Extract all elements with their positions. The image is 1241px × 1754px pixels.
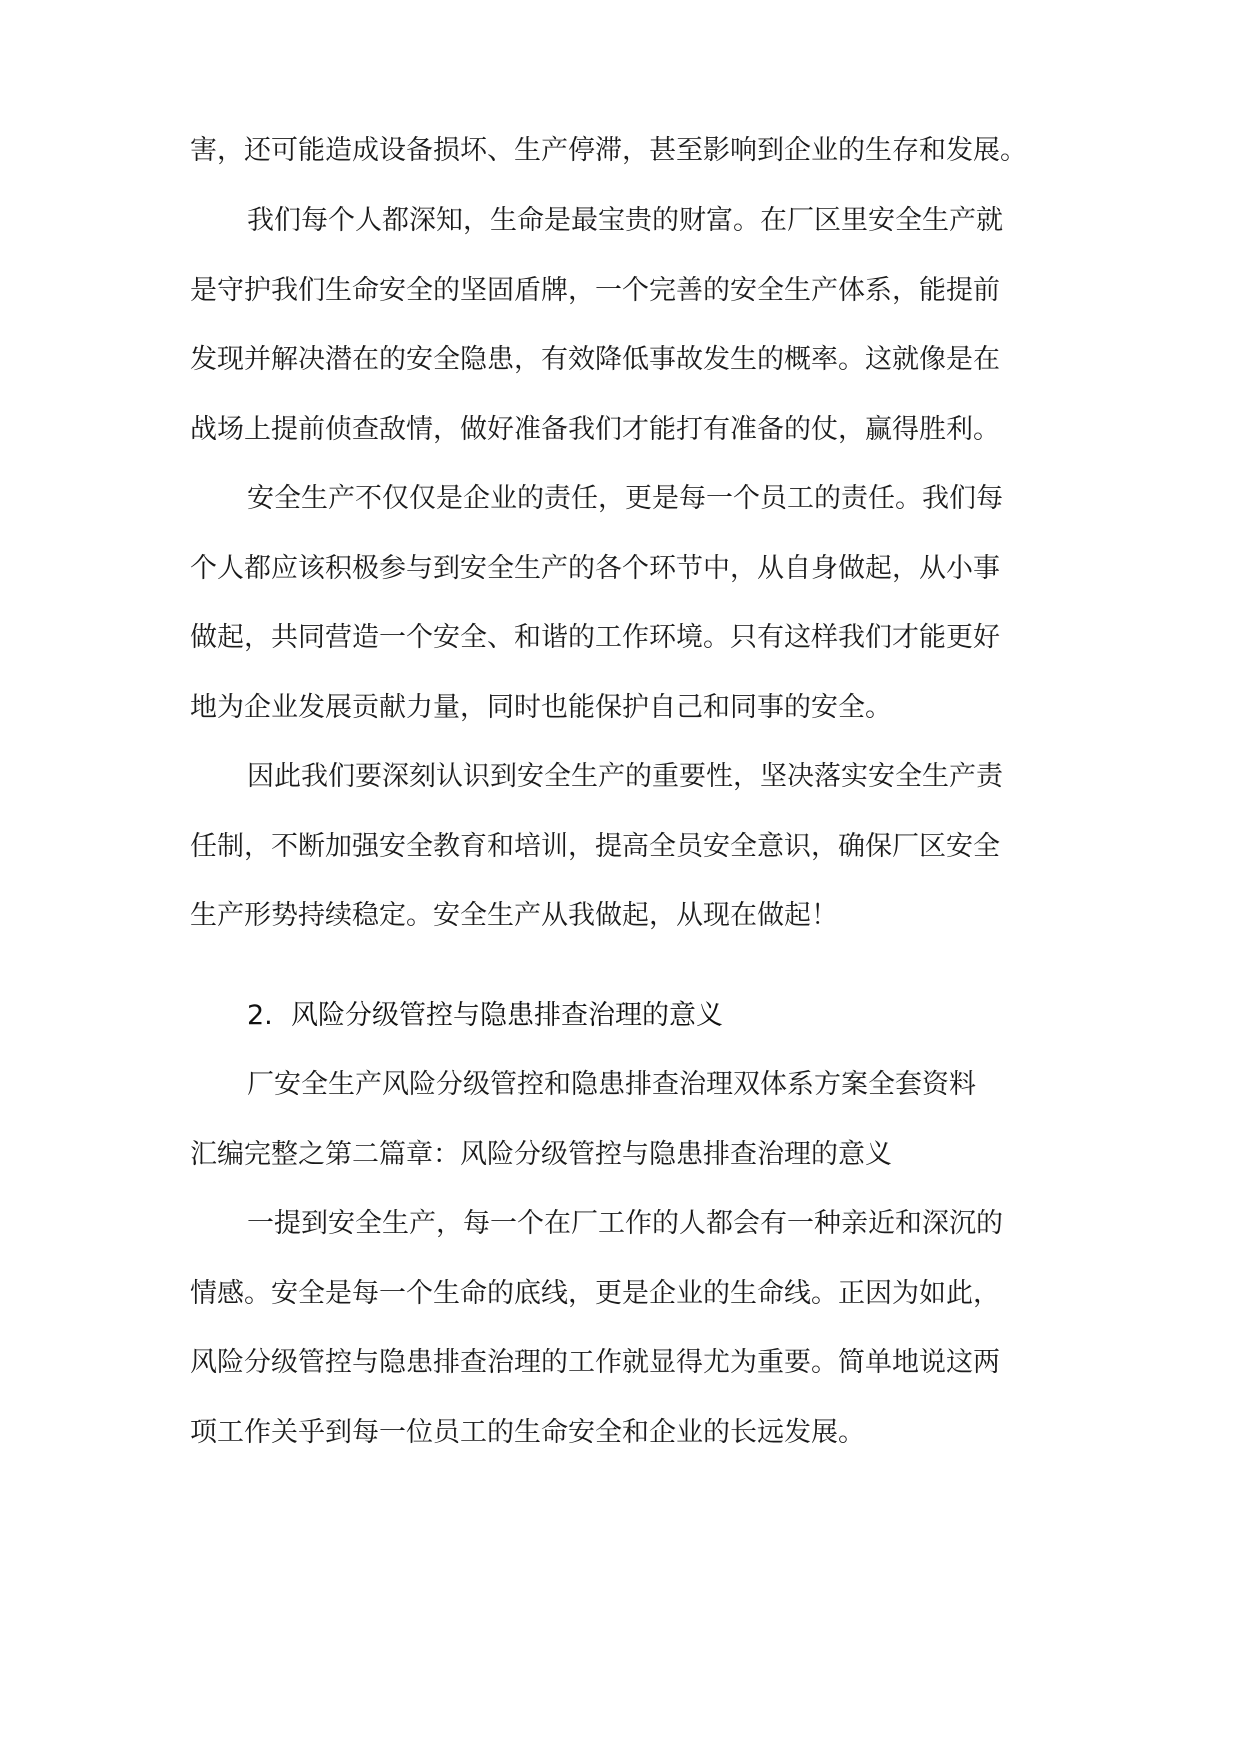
- paragraph-line: 风险分级管控与隐患排查治理的工作就显得尤为重要。简单地说这两: [190, 1347, 1000, 1378]
- paragraph-line: 地为企业发展贡献力量，同时也能保护自己和同事的安全。: [190, 692, 892, 723]
- paragraph-line: 发现并解决潜在的安全隐患，有效降低事故发生的概率。这就像是在: [190, 344, 1000, 375]
- paragraph-line: 我们每个人都深知，生命是最宝贵的财富。在厂区里安全生产就: [247, 205, 1003, 236]
- paragraph-line: 害，还可能造成设备损坏、生产停滞，甚至影响到企业的生存和发展。: [190, 135, 1027, 166]
- paragraph-line: 汇编完整之第二篇章：风险分级管控与隐患排查治理的意义: [190, 1139, 892, 1170]
- paragraph-line: 是守护我们生命安全的坚固盾牌，一个完善的安全生产体系，能提前: [190, 275, 1000, 306]
- section-title: 风险分级管控与隐患排查治理的意义: [291, 1000, 723, 1031]
- paragraph-line: 情感。安全是每一个生命的底线，更是企业的生命线。正因为如此，: [190, 1278, 1000, 1309]
- paragraph-line: 个人都应该积极参与到安全生产的各个环节中，从自身做起，从小事: [190, 553, 1000, 584]
- paragraph-line: 战场上提前侦查敌情，做好准备我们才能打有准备的仗，赢得胜利。: [190, 414, 1000, 445]
- paragraph-line: 生产形势持续稳定。安全生产从我做起，从现在做起！: [190, 900, 838, 931]
- paragraph-line: 安全生产不仅仅是企业的责任，更是每一个员工的责任。我们每: [247, 483, 1003, 514]
- paragraph-line: 做起，共同营造一个安全、和谐的工作环境。只有这样我们才能更好: [190, 622, 1000, 653]
- paragraph-line: 任制，不断加强安全教育和培训，提高全员安全意识，确保厂区安全: [190, 831, 1000, 862]
- paragraph-line: 因此我们要深刻认识到安全生产的重要性，坚决落实安全生产责: [247, 761, 1003, 792]
- paragraph-line: 一提到安全生产，每一个在厂工作的人都会有一种亲近和深沉的: [247, 1208, 1003, 1239]
- section-number: 2.: [247, 1000, 273, 1031]
- paragraph-line: 项工作关乎到每一位员工的生命安全和企业的长远发展。: [190, 1417, 865, 1448]
- section-heading: [247, 996, 723, 1036]
- paragraph-line: 厂安全生产风险分级管控和隐患排查治理双体系方案全套资料: [247, 1069, 976, 1100]
